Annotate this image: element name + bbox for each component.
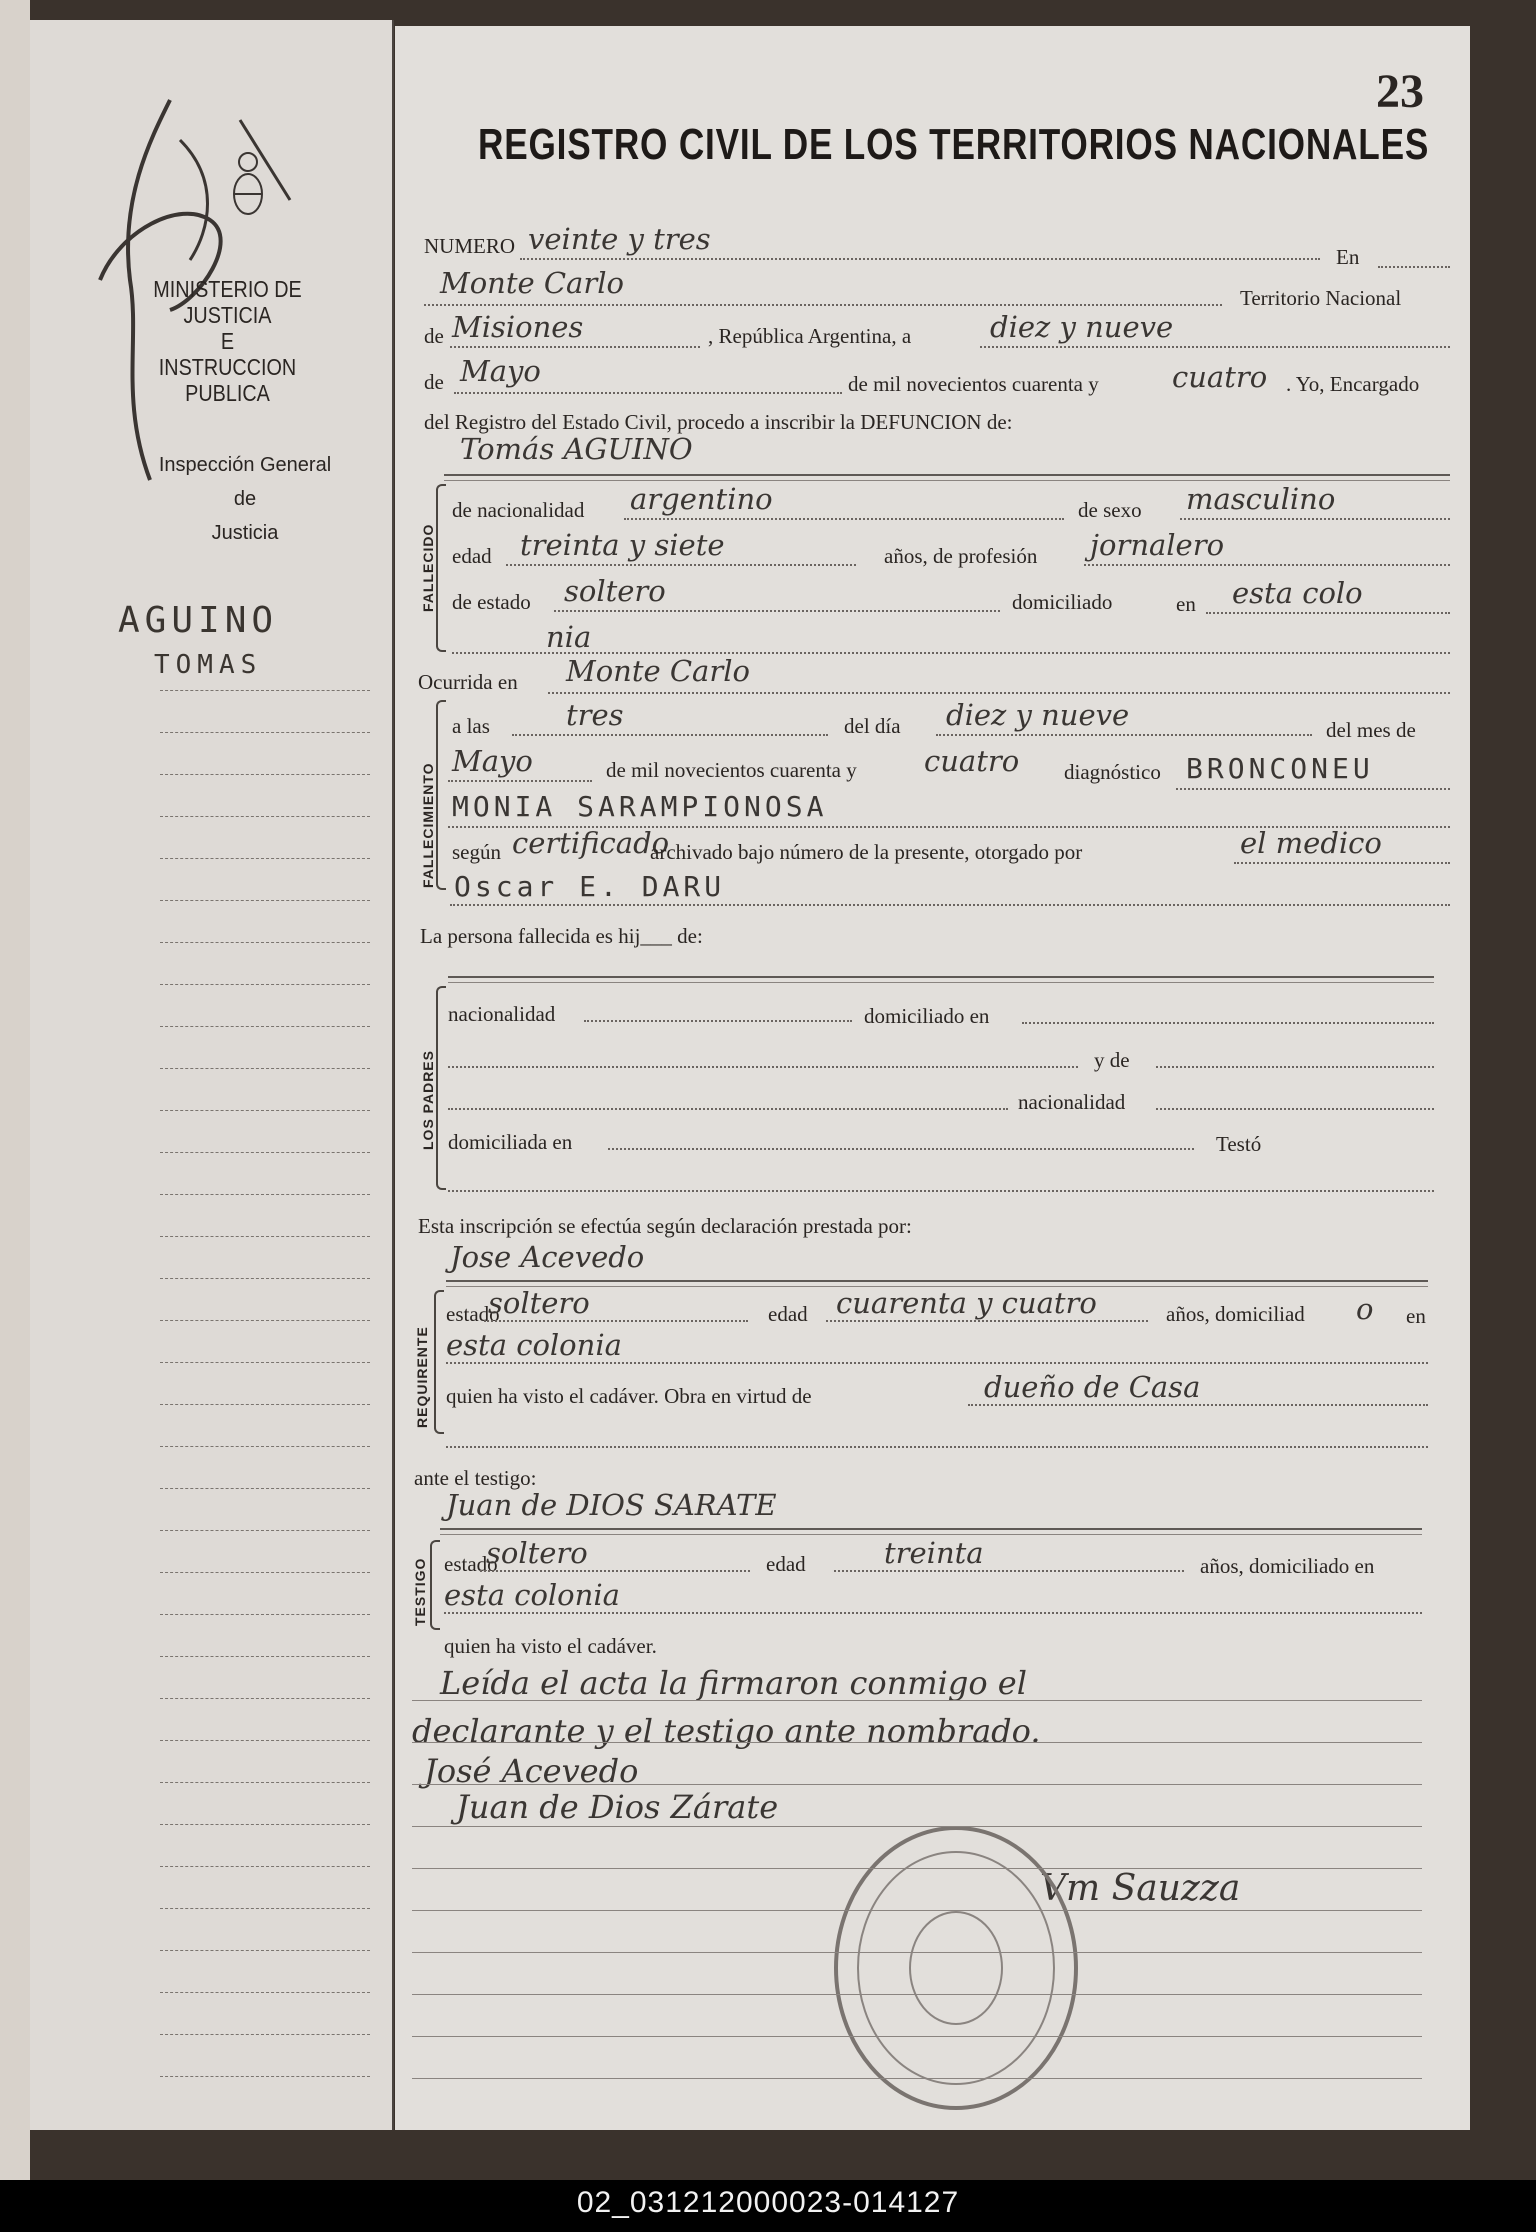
ocurrida-value: Monte Carlo: [566, 654, 750, 688]
req-edad-line: [826, 1320, 1148, 1322]
nacionalidad-field-line: [624, 518, 1064, 520]
edad-label: edad: [452, 544, 492, 568]
medico-name-line: [450, 904, 1450, 906]
deceased-name-line-2: [444, 480, 1450, 481]
req-estado-label: estado: [446, 1302, 500, 1326]
signature-ruled-line: [412, 1868, 1422, 1869]
deceased-name: Tomás AGUINO: [460, 432, 693, 466]
signature-encargado: Vm Sauzza: [1040, 1868, 1241, 1909]
padres-nacionalidad2-label: nacionalidad: [1018, 1090, 1126, 1114]
test-visto-label: quien ha visto el cadáver.: [444, 1634, 657, 1658]
madre-name-line-2: [1156, 1066, 1434, 1068]
req-anios-label: años, domiciliad: [1166, 1302, 1305, 1326]
req-edad-value: cuarenta y cuatro: [836, 1286, 1097, 1320]
padre-name-line-2: [448, 982, 1434, 983]
domicilio-field-line: [1206, 612, 1450, 614]
domicilio-cont: nia: [546, 620, 592, 654]
section-fallecimiento: FALLECIMIENTO: [420, 762, 436, 888]
padres-nacionalidad2-line: [1156, 1108, 1434, 1110]
margin-ruled-line: [160, 1236, 370, 1237]
signature-ruled-line: [412, 1910, 1422, 1911]
section-padres: LOS PADRES: [420, 1050, 436, 1150]
registro-line: del Registro del Estado Civil, procedo a inscribir la DEFUNCION de:: [424, 410, 1013, 434]
margin-ruled-line: [160, 1824, 370, 1825]
nacionalidad-label: de nacionalidad: [452, 498, 585, 522]
req-edad-label: edad: [768, 1302, 808, 1326]
segun-label: según: [452, 840, 501, 864]
margin-ruled-line: [160, 1194, 370, 1195]
testigo-name: Juan de DIOS SARATE: [446, 1488, 777, 1522]
signature-declarante: José Acevedo: [424, 1752, 639, 1790]
margin-ruled-line: [160, 1152, 370, 1153]
fallecimiento-bracket: [436, 700, 446, 890]
place-field-line: [424, 304, 1222, 306]
margin-ruled-line: [160, 1656, 370, 1657]
signature-ruled-line: [412, 1700, 1422, 1701]
place-value: Monte Carlo: [440, 266, 624, 300]
test-estado-line: [480, 1570, 750, 1572]
inscripcion-label: Esta inscripción se efectúa según declaración prestada por:: [418, 1214, 912, 1238]
en-field-line: [1378, 266, 1450, 268]
margin-ruled-line: [160, 984, 370, 985]
territory-value: Misiones: [452, 310, 584, 344]
inspection-line-1: Inspección General: [158, 454, 332, 476]
margin-ruled-line: [160, 1992, 370, 1993]
dia-field-line: [936, 734, 1312, 736]
domicilio-value: esta colo: [1232, 576, 1363, 610]
margin-ruled-line: [160, 816, 370, 817]
fallecido-bracket: [436, 484, 446, 652]
domiciliada-label: domiciliada en: [448, 1130, 573, 1154]
testigo-bracket: [430, 1540, 440, 1630]
ministry-line-2: E: [220, 328, 235, 354]
signature-ruled-line: [412, 1952, 1422, 1953]
page-number: 23: [1376, 65, 1424, 118]
margin-ruled-line: [160, 1530, 370, 1531]
padres-nacionalidad-label: nacionalidad: [448, 1002, 556, 1026]
margin-ruled-line: [160, 1908, 370, 1909]
req-domicilio-value: esta colonia: [446, 1328, 622, 1362]
profesion-value: jornalero: [1090, 528, 1225, 562]
deceased-name-line: [444, 474, 1450, 476]
mes-value: Mayo: [452, 744, 533, 778]
margin-ruled-line: [160, 1614, 370, 1615]
test-edad-value: treinta: [884, 1536, 984, 1570]
domiciliado-label: domiciliado: [1012, 590, 1113, 614]
hora-value: tres: [566, 698, 624, 732]
margin-ruled-line: [160, 1698, 370, 1699]
testigo-name-line-2: [440, 1534, 1422, 1535]
year-value: cuatro: [1172, 360, 1268, 394]
inspection-heading: [140, 448, 350, 550]
sexo-field-line: [1180, 518, 1450, 520]
sexo-value: masculino: [1186, 482, 1336, 516]
signature-ruled-line: [412, 2078, 1422, 2079]
month-field-line: [454, 392, 842, 394]
territory-field-line: [450, 346, 700, 348]
estado-label: de estado: [452, 590, 531, 614]
declarante-name-line: [446, 1280, 1428, 1282]
inspection-line-3: Justicia: [211, 522, 279, 544]
ministry-line-3: INSTRUCCION PUBLICA: [158, 354, 297, 406]
hora-field-line: [512, 734, 828, 736]
margin-ruled-line: [160, 1740, 370, 1741]
closing-line-1: Leída el acta la firmaron conmigo el: [440, 1664, 1027, 1702]
margin-ruled-line: [160, 1278, 370, 1279]
numero-field-line: [520, 258, 1320, 260]
del-dia-label: del día: [844, 714, 901, 738]
margin-ruled-line: [160, 774, 370, 775]
del-mes-label: del mes de: [1326, 718, 1416, 742]
req-estado-value: soltero: [488, 1286, 590, 1320]
section-fallecido: FALLECIDO: [420, 523, 436, 612]
signature-ruled-line: [412, 2036, 1422, 2037]
republica-label: , República Argentina, a: [708, 324, 912, 348]
margin-ruled-line: [160, 1362, 370, 1363]
margin-ruled-line: [160, 732, 370, 733]
virtud-line: [968, 1404, 1428, 1406]
padres-domicilio-line: [1022, 1022, 1434, 1024]
signature-ruled-line: [412, 1826, 1422, 1827]
signature-ruled-line: [412, 1742, 1422, 1743]
segun-value: certificado: [512, 826, 670, 860]
madre-name-line: [448, 1066, 1078, 1068]
test-domicilio-value: esta colonia: [444, 1578, 620, 1612]
padres-nacionalidad-line: [584, 1020, 852, 1022]
edad-field-line: [506, 564, 856, 566]
month-value: Mayo: [460, 354, 541, 388]
signature-testigo: Juan de Dios Zárate: [456, 1788, 779, 1826]
padre-name-line: [448, 976, 1434, 978]
de2-label: de: [424, 370, 444, 394]
margin-ruled-line: [160, 1404, 370, 1405]
margin-surname: AGUINO: [118, 600, 279, 641]
virtud-line-2: [446, 1446, 1428, 1448]
test-edad-line: [834, 1570, 1184, 1572]
a-las-label: a las: [452, 714, 490, 738]
req-anios-suffix: o: [1356, 1292, 1374, 1326]
nacionalidad-value: argentino: [630, 482, 773, 516]
ocurrida-label: Ocurrida en: [418, 670, 518, 694]
virtud-value: dueño de Casa: [984, 1370, 1201, 1404]
margin-ruled-line: [160, 1782, 370, 1783]
declarante-name: Jose Acevedo: [450, 1240, 645, 1274]
testigo-name-line: [440, 1528, 1422, 1530]
profesion-field-line: [1084, 564, 1450, 566]
medico-field-line: [1234, 862, 1450, 864]
anio-value: cuatro: [924, 744, 1020, 778]
hijo-label: La persona fallecida es hij___ de:: [420, 924, 703, 948]
margin-ruled-line: [160, 1866, 370, 1867]
profesion-label: años, de profesión: [884, 544, 1038, 568]
dia-value: diez y nueve: [946, 698, 1130, 732]
numero-value: veinte y tres: [528, 222, 711, 256]
padres-domiciliado-label: domiciliado en: [864, 1004, 990, 1028]
section-testigo: TESTIGO: [412, 1557, 428, 1626]
margin-ruled-line: [160, 2034, 370, 2035]
ocurrida-field-line: [548, 692, 1450, 694]
coat-of-arms-icon: [230, 150, 266, 220]
diagnostico-field-line: [1176, 788, 1450, 790]
diagnostico-cont: MONIA SARAMPIONOSA: [452, 790, 828, 823]
form-title: REGISTRO CIVIL DE LOS TERRITORIOS NACIONALES: [478, 120, 1430, 169]
padres-bracket: [436, 986, 446, 1190]
territorio-label: Territorio Nacional: [1240, 286, 1402, 310]
encargado-label: . Yo, Encargado: [1286, 372, 1420, 396]
year-label: de mil novecientos cuarenta y: [848, 372, 1099, 396]
ante-label: ante el testigo:: [414, 1466, 537, 1490]
day-value: diez y nueve: [990, 310, 1174, 344]
test-anios-label: años, domiciliado en: [1200, 1554, 1375, 1578]
sexo-label: de sexo: [1078, 498, 1142, 522]
official-seal-icon: [826, 1818, 1086, 2118]
margin-ruled-line: [160, 858, 370, 859]
ministry-line-1: MINISTERIO DE JUSTICIA: [153, 276, 302, 328]
test-domicilio-line: [444, 1612, 1422, 1614]
estado-value: soltero: [564, 574, 666, 608]
margin-ruled-line: [160, 2076, 370, 2077]
mes-field-line: [448, 780, 592, 782]
en-label: En: [1336, 245, 1360, 269]
req-domicilio-line: [446, 1362, 1428, 1364]
visto-label: quien ha visto el cadáver. Obra en virtud de: [446, 1384, 812, 1408]
req-en-label: en: [1406, 1304, 1426, 1328]
test-estado-value: soltero: [486, 1536, 588, 1570]
diagnostico-label: diagnóstico: [1064, 760, 1161, 784]
en2-label: en: [1176, 592, 1196, 616]
inspection-line-2: de: [233, 488, 257, 510]
madre-line: [448, 1108, 1008, 1110]
requirente-bracket: [434, 1290, 444, 1434]
closing-line-2: declarante y el testigo ante nombrado.: [412, 1712, 1041, 1750]
de-label: de: [424, 324, 444, 348]
margin-ruled-line: [160, 1026, 370, 1027]
margin-ruled-line: [160, 1110, 370, 1111]
margin-ruled-line: [160, 900, 370, 901]
test-estado-label: estado: [444, 1552, 498, 1576]
archivado-label: archivado bajo número de la presente, otorgado por: [650, 840, 1083, 864]
numero-label: NUMERO: [424, 234, 516, 258]
test-edad-label: edad: [766, 1552, 806, 1576]
margin-ruled-line: [160, 942, 370, 943]
margin-ruled-line: [160, 1950, 370, 1951]
medico-name: Oscar E. DARU: [454, 870, 726, 903]
margin-ruled-line: [160, 1068, 370, 1069]
req-estado-line: [484, 1320, 748, 1322]
y-de-label: y de: [1094, 1048, 1130, 1072]
domiciliada-line: [608, 1148, 1194, 1150]
anio-label: de mil novecientos cuarenta y: [606, 758, 857, 782]
ministry-heading: [120, 276, 335, 406]
margin-ruled-line: [160, 690, 370, 691]
estado-field-line: [554, 610, 1000, 612]
margin-ruled-line: [160, 1488, 370, 1489]
testo-label: Testó: [1216, 1132, 1262, 1156]
edad-value: treinta y siete: [520, 528, 725, 562]
image-identifier: 02_031212000023-014127: [576, 2186, 960, 2219]
signature-ruled-line: [412, 1994, 1422, 1995]
day-field-line: [980, 346, 1450, 348]
testo-line: [448, 1190, 1434, 1192]
medico-value: el medico: [1240, 826, 1382, 860]
book-edge: [0, 0, 30, 2180]
margin-ruled-line: [160, 1572, 370, 1573]
margin-ruled-line: [160, 1320, 370, 1321]
margin-given-name: TOMAS: [154, 650, 263, 680]
diagnostico-value: BRONCONEU: [1186, 752, 1374, 785]
signature-ruled-line: [412, 1784, 1422, 1785]
section-requirente: REQUIRENTE: [414, 1326, 430, 1428]
margin-ruled-line: [160, 1446, 370, 1447]
